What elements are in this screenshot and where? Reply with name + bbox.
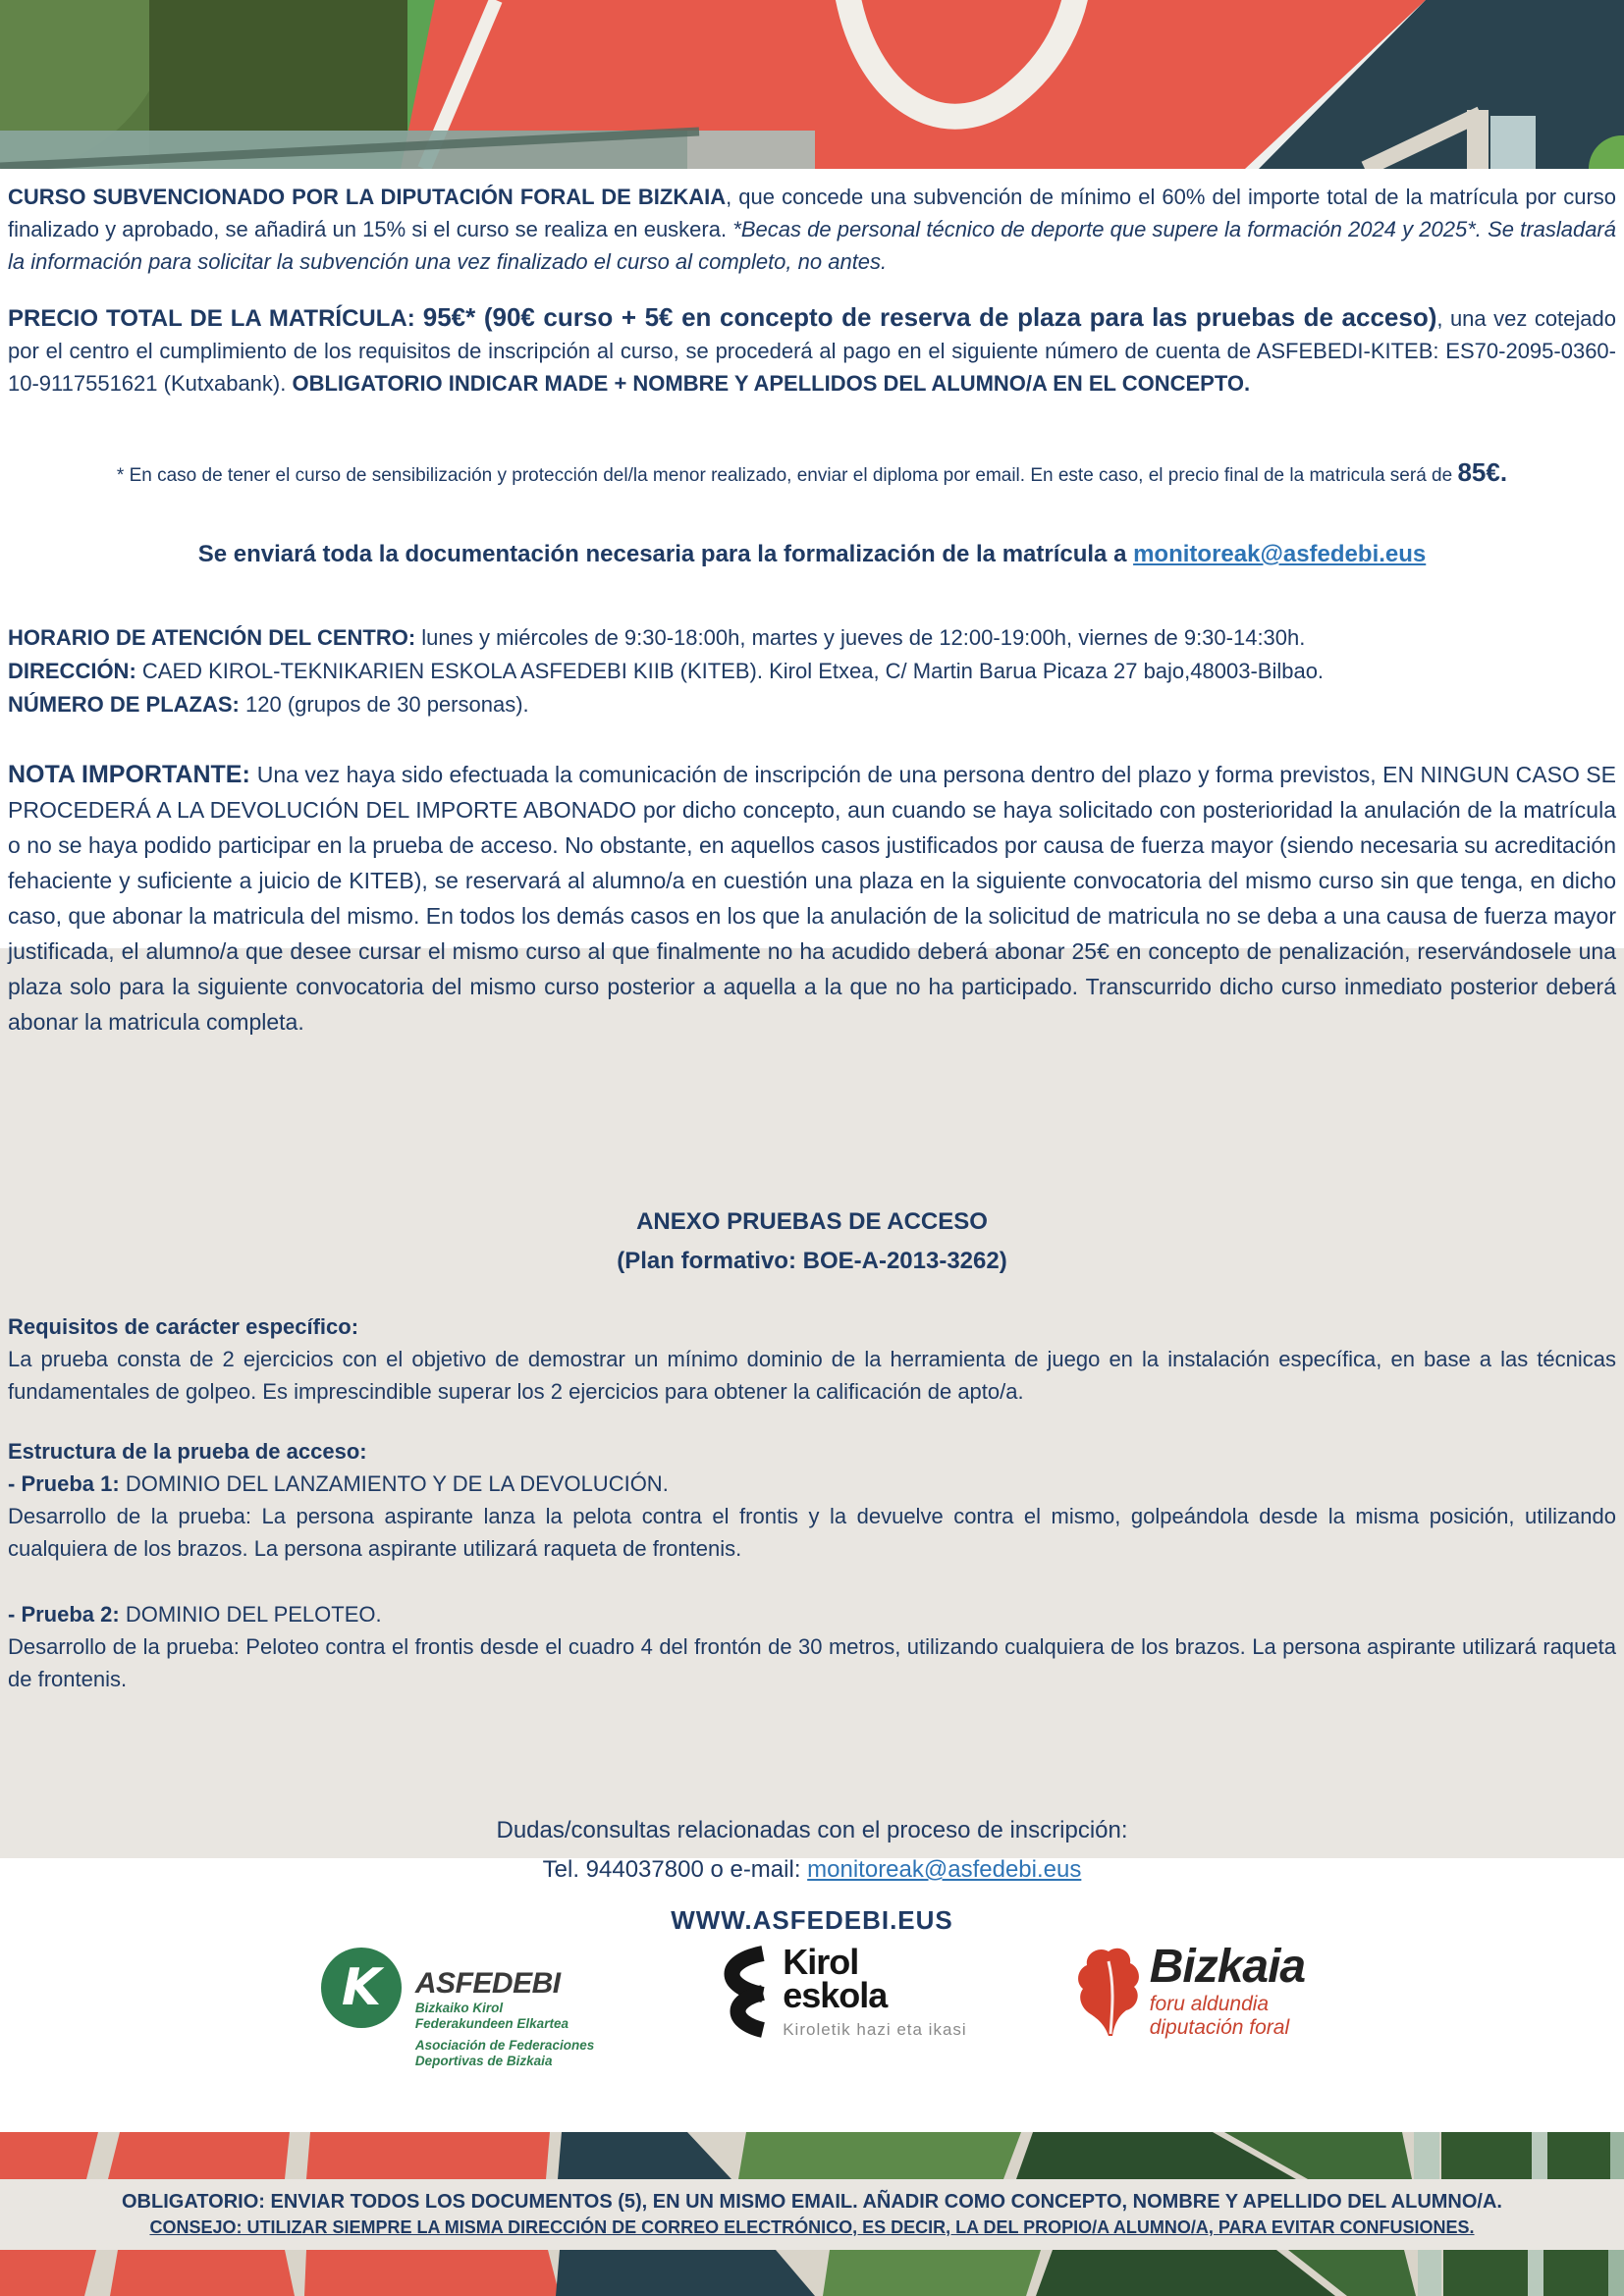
test2-description: Desarrollo de la prueba: Peloteo contra el frontis desde el cuadro 4 del frontón de 30 metros, utilizando cualquiera de los brazos. La persona aspirante utilizará raqueta de frontenis. [8,1634,1616,1691]
test2-title-line [8,1598,1616,1630]
seats-label: NÚMERO DE PLAZAS: [8,692,240,717]
annex-subtitle: (Plan formativo: BOE-A-2013-3262) [617,1248,1007,1274]
subsidy-text: , que concede una subvención de mínimo el 60% del importe total de la matrícula por curso finalizado y aprobado, se añadirá un 15% si el curso se realiza en euskera. [8,185,1616,241]
kirol-text-stack [783,1942,967,2040]
logos-row [8,1941,1616,2069]
requirements-heading: Requisitos de carácter específico: [8,1314,359,1339]
kirol-name-line1: Kirol [783,1942,859,1982]
bizkaia-sub1: foru aldundia [1149,1993,1270,2015]
footer-advice-line: CONSEJO: UTILIZAR SIEMPRE LA MISMA DIRECCIÓN DE CORREO ELECTRÓNICO, ES DECIR, LA DEL PROPIO/A ALUMNO/A, PARA EVITAR CONFUSIONES. [149,2217,1475,2237]
header-abstract-shapes-icon [0,0,1624,169]
asfedebi-logo [319,1946,594,2069]
test1-label: - Prueba 1: [8,1471,120,1496]
subsidy-bold-lead: CURSO SUBVENCIONADO POR LA DIPUTACIÓN FORAL DE BIZKAIA [8,185,727,209]
schedule-value: lunes y miércoles de 9:30-18:00h, martes y jueves de 12:00-19:00h, viernes de 9:30-14:30h. [415,625,1306,650]
schedule-line [8,621,1616,655]
subsidy-paragraph [8,181,1616,278]
asfedebi-sub-es2: Deportivas de Bizkaia [414,2054,553,2068]
contact-line2 [8,1850,1616,1890]
bizkaia-oak-leaf-icon [1075,1946,1148,2040]
test1-title: DOMINIO DEL LANZAMIENTO Y DE LA DEVOLUCIÓN. [119,1471,669,1496]
bizkaia-sub2: diputación foral [1149,2016,1290,2039]
asfedebi-name: ASFEDEBI [414,1967,561,2000]
important-note-label: NOTA IMPORTANTE: [8,761,257,788]
test1-description: Desarrollo de la prueba: La persona aspirante lanza la pelota contra el frontis y la devuelve contra el mismo, golpeándola desde la misma posición, utilizando cualquiera de los brazos. La persona aspirante utilizará raqueta de frontenis. [8,1504,1616,1561]
schedule-label: HORARIO DE ATENCIÓN DEL CENTRO: [8,625,416,650]
test-structure-block [8,1435,1616,1565]
annex-title: ANEXO PRUEBAS DE ACCESO [636,1208,988,1235]
asfedebi-text-stack [415,1946,594,2069]
bizkaia-name: Bizkaia [1149,1941,1306,1993]
price-bold-tail: OBLIGATORIO INDICAR MADE + NOMBRE Y APELLIDOS DEL ALUMNO/A EN EL CONCEPTO. [292,371,1251,396]
footer-artwork-top-icon [0,2132,1624,2179]
seats-value: 120 (grupos de 30 personas). [239,692,529,717]
documentation-text: Se enviará toda la documentación necesaria para la formalización de la matrícula a [197,541,1134,567]
important-note-text: Una vez haya sido efectuada la comunicación de inscripción de una persona dentro del plazo y forma previstos, EN NINGUN CASO SE PROCEDERÁ A LA DEVOLUCIÓN DEL IMPORTE ABONADO por dicho concepto, aun cuando se haya solicitado con posterioridad la anulación de la matrícula o no se haya podido participar en la prueba de acceso. No obstante, en aquellos casos justificados por causa de fuerza mayor (siendo necesaria su acreditación fehaciente y suficiente a juicio de KITEB), se reservará al alumno/a en cuestión una plaza en la siguiente convocatoria del mismo curso sin que tenga, en dicho caso, que abonar la matricula del mismo. En todos los demás casos en los que la anulación de la solicitud de matricula no se deba a una causa de fuerza mayor justificada, el alumno/a que desee cursar el mismo curso al que finalmente no ha acudido deberá abonar 25€ en concepto de penalización, reservándosele una plaza solo para la siguiente convocatoria del mismo curso posterior a aquella a la que no ha participado. Transcurrido dicho curso inmediato posterior deberá abonar la matricula completa. [8,762,1616,1035]
kirol-tagline: Kiroletik hazi eta ikasi [783,2020,967,2039]
test2-block [8,1598,1616,1695]
price-paragraph [8,301,1616,400]
matricula-email-link[interactable]: monitoreak@asfedebi.eus [1133,541,1427,567]
header-artwork [0,0,1624,169]
test2-title: DOMINIO DEL PELOTEO. [119,1602,382,1627]
kirol-eskola-mark-icon [702,1946,773,2040]
website-url[interactable]: WWW.ASFEDEBI.EUS [671,1905,953,1935]
asfedebi-sub-eu1: Bizkaiko Kirol [414,2001,504,2015]
test2-label: - Prueba 2: [8,1602,120,1627]
diploma-footnote [8,456,1616,492]
address-line [8,655,1616,688]
asfedebi-circle-k-icon [319,1946,404,2030]
address-value: CAED KIROL-TEKNIKARIEN ESKOLA ASFEDEBI KIIB (KITEB). Kirol Etxea, C/ Martin Barua Picaza 27 bajo,48003-Bilbao. [135,659,1325,683]
price-label: PRECIO TOTAL DE LA MATRÍCULA: [8,305,423,332]
footnote-text: * En caso de tener el curso de sensibilización y protección del/la menor realizado, enviar el diploma por email. En este caso, el precio final de la matricula será de [116,465,1458,486]
requirements-body: La prueba consta de 2 ejercicios con el objetivo de demostrar un mínimo dominio de la herramienta de juego en la instalación específica, en base a las técnicas fundamentales de golpeo. Es imprescindible superar los 2 ejercicios para obtener la calificación de apto/a. [8,1347,1616,1404]
footnote-price: 85€. [1457,457,1508,487]
bizkaia-subtitles [1150,1993,1305,2040]
footer-mandatory-line: OBLIGATORIO: ENVIAR TODOS LOS DOCUMENTOS (5), EN UN MISMO EMAIL. AÑADIR COMO CONCEPTO, NOMBRE Y APELLIDO DEL ALUMNO/A. [122,2191,1502,2213]
annex-heading [8,1202,1616,1281]
contact-line1: Dudas/consultas relacionadas con el proceso de inscripción: [496,1817,1128,1843]
footer [0,2132,1624,2296]
footer-artwork-bottom-icon [0,2250,1624,2296]
bizkaia-text-stack [1149,1941,1306,2040]
subsidy-italic-note: *Becas de personal técnico de deporte que supere la formación 2024 y 2025*. Se trasladará la información para solicitar la subvención una vez finalizado el curso al completo, no antes. [8,217,1616,274]
test1-title-line [8,1468,1616,1500]
specific-requirements-block [8,1310,1616,1408]
document-body [0,169,1624,2069]
center-info-block [8,621,1616,721]
seats-line [8,688,1616,721]
asfedebi-sub-eu2: Federakundeen Elkartea [414,2016,568,2031]
price-text: , una vez cotejado por el centro el cumplimiento de los requisitos de inscripción al curso, se procederá al pago en el siguiente número de cuenta de ASFEBEDI-KITEB: ES70-2095-0360-10-9117551621 (Kutxabank). [8,306,1616,396]
kirol-name-line2: eskola [783,1975,888,2015]
contact-email-link[interactable]: monitoreak@asfedebi.eus [807,1856,1082,1883]
contact-tel: Tel. 944037800 o e-mail: [542,1856,808,1883]
contact-block [8,1811,1616,1890]
asfedebi-sub-es1: Asociación de Federaciones [414,2038,595,2053]
important-note-paragraph [8,757,1616,1040]
price-amount: 95€* (90€ curso + 5€ en concepto de reserva de plaza para las pruebas de acceso) [422,302,1437,332]
footer-notice-band [0,2179,1624,2250]
svg-text:K: K [341,1958,382,2017]
kirol-name [783,1942,966,2015]
bizkaia-logo [1075,1941,1306,2040]
address-label: DIRECCIÓN: [8,659,136,683]
kirol-eskola-logo [702,1942,967,2040]
structure-heading: Estructura de la prueba de acceso: [8,1439,367,1464]
documentation-line [8,537,1616,572]
